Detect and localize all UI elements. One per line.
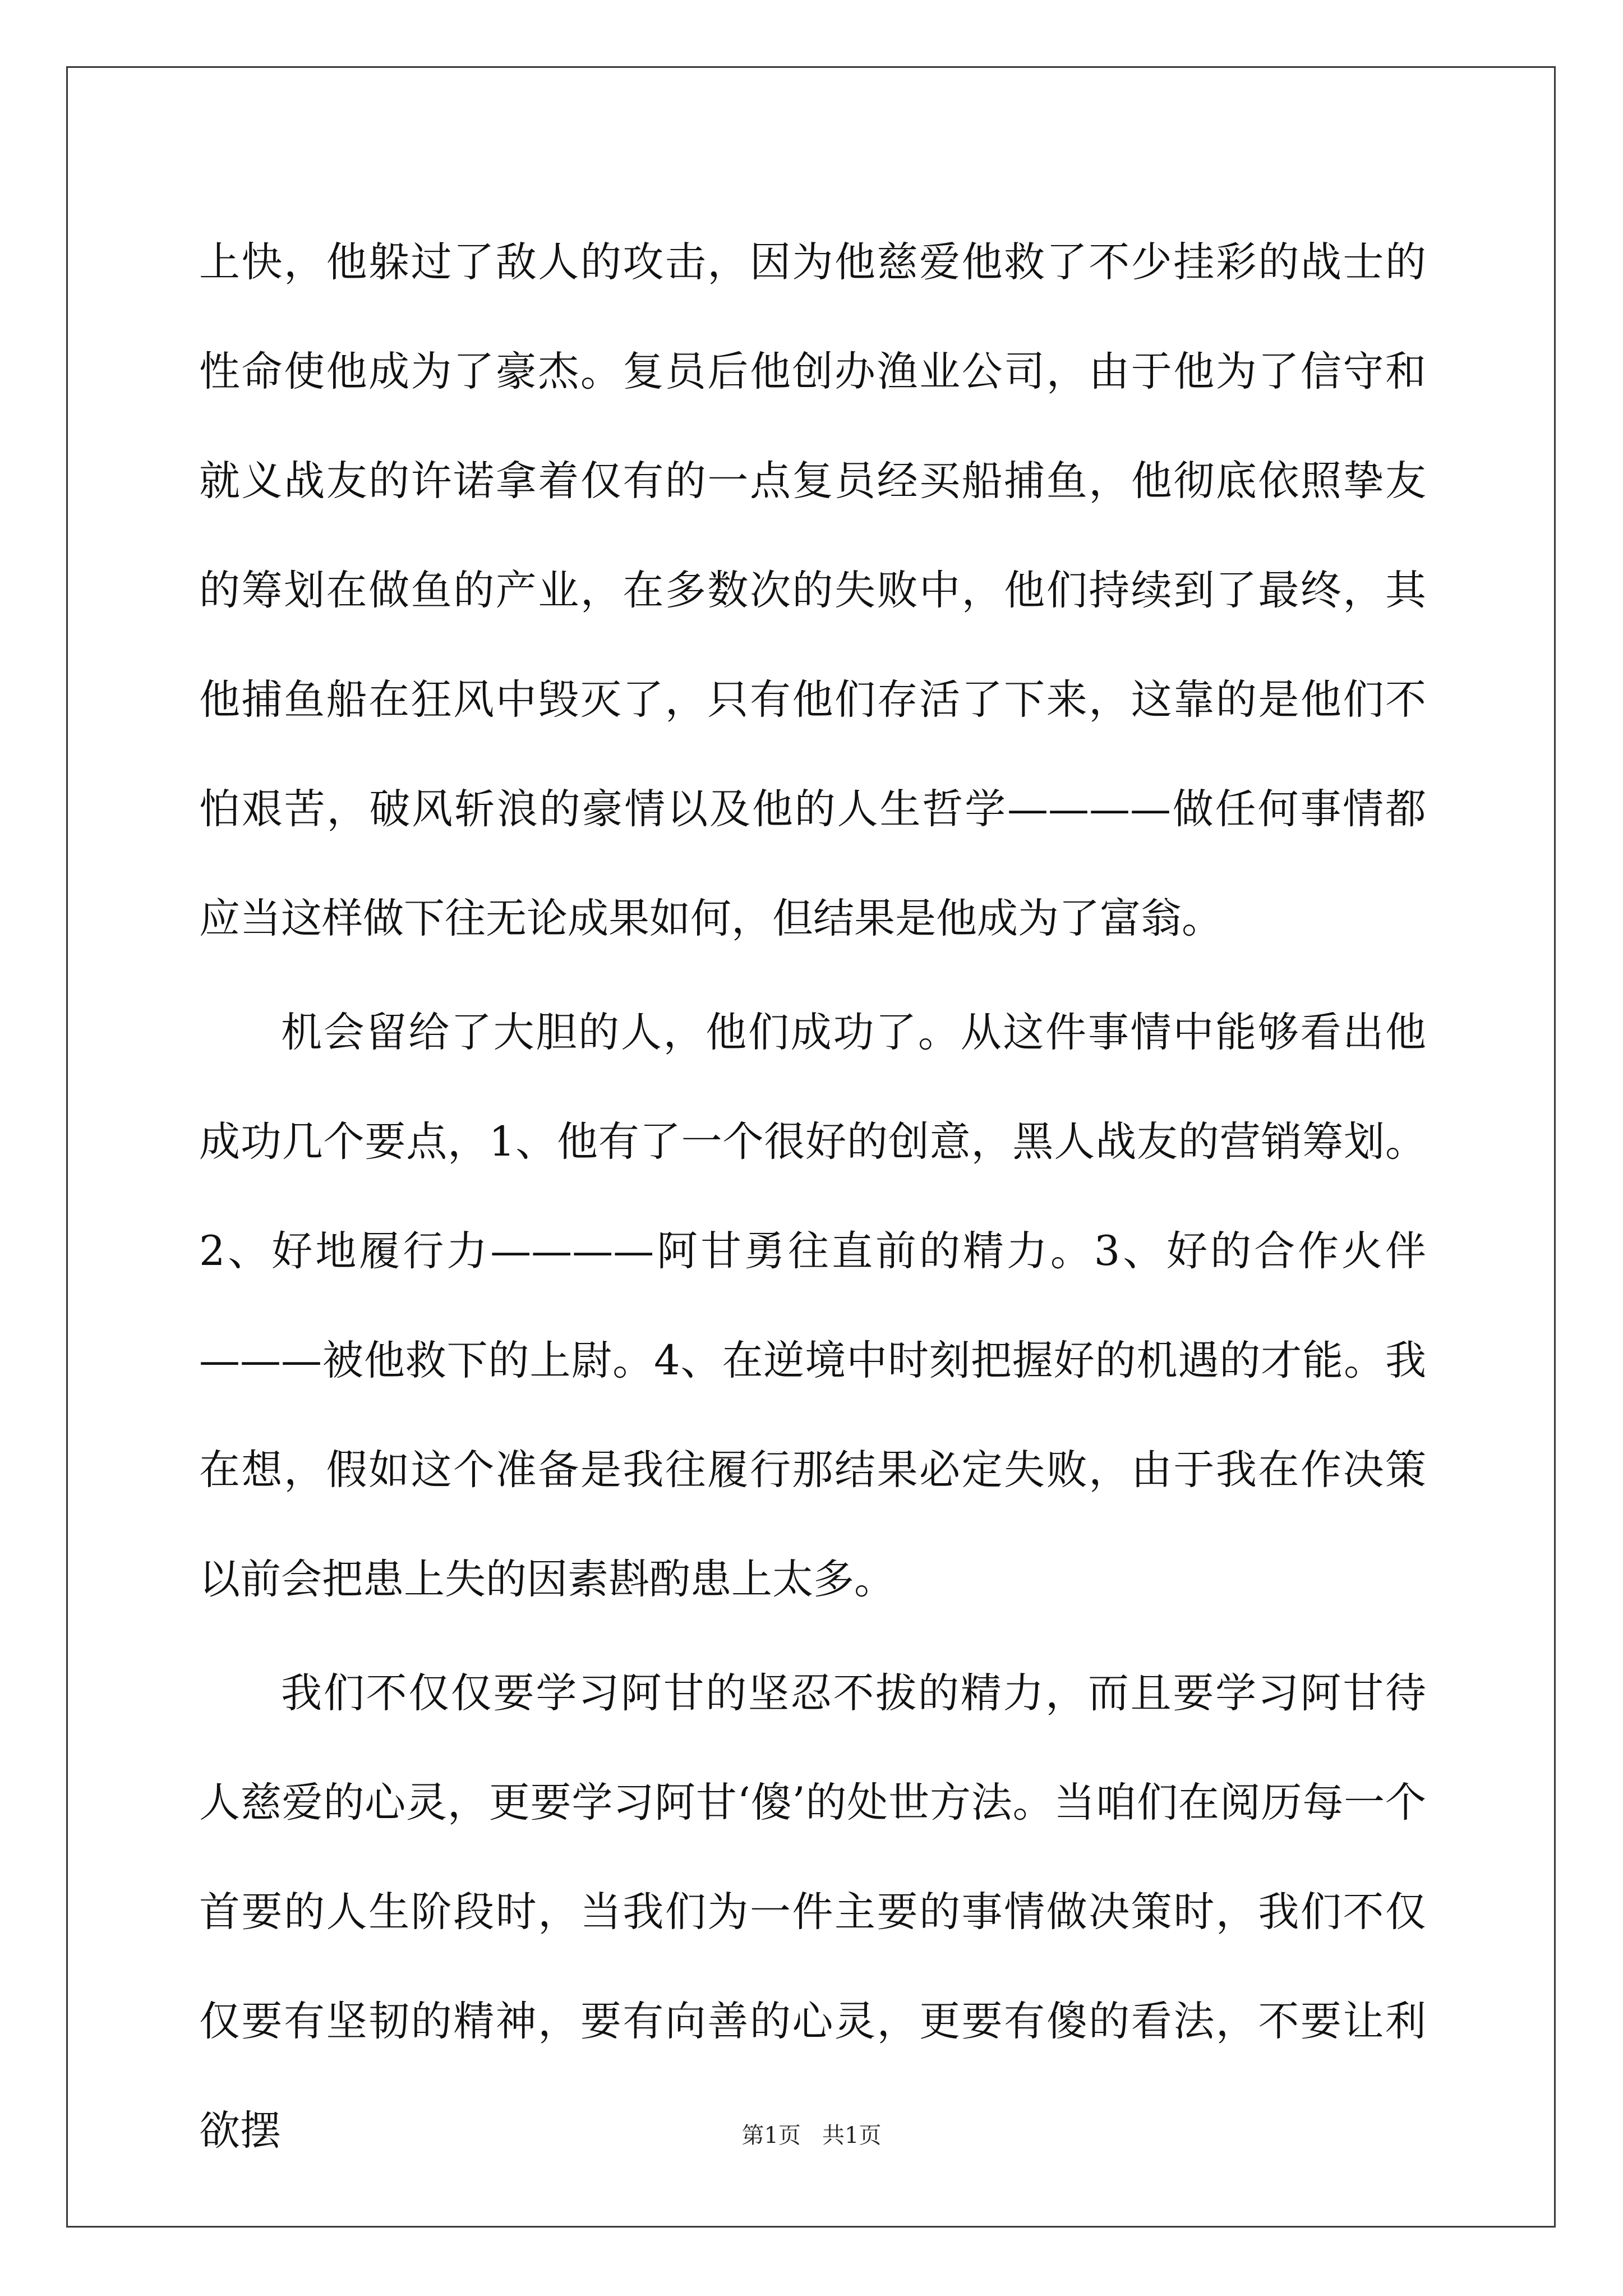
paragraph-1: 上快，他躲过了敌人的攻击，因为他慈爱他救了不少挂彩的战士的性命使他成为了豪杰。复员后他创办渔业公司，由于他为了信守和就义战友的许诺拿着仅有的一点复员经买船捕鱼，他彻底依照挚友的筹划在做鱼的产业，在多数次的失败中，他们持续到了最终，其他捕鱼船在狂风中毁灭了，只有他们存活了下来，这靠的是他们不怕艰苦，破风斩浪的豪情以及他的人生哲学————做任何事情都应当这样做下往无论成果如何，但结果是他成为了富翁。 <box>199 238 1426 942</box>
paragraph-3: 我们不仅仅要学习阿甘的坚忍不拔的精力，而且要学习阿甘待人慈爱的心灵，更要学习阿甘‘傻’的处世方法。当咱们在阅历每一个首要的人生阶段时，当我们为一件主要的事情做决策时，我们不仅仅要有坚韧的精神，要有向善的心灵，更要有傻的看法，不要让利欲摆 <box>199 1669 1426 2155</box>
paragraph-2: 机会留给了大胆的人，他们成功了。从这件事情中能够看出他成功几个要点，1、他有了一个很好的创意，黑人战友的营销筹划。2、好地履行力————阿甘勇往直前的精力。3、好的合作火伴———被他救下的上尉。4、在逆境中时刻把握好的机遇的才能。我在想，假如这个准备是我往履行那结果必定失败，由于我在作决策以前会把患上失的因素斟酌患上太多。 <box>199 1009 1426 1603</box>
page-footer: 第1页 共1页 <box>741 2123 882 2148</box>
document-body <box>199 208 1426 2190</box>
